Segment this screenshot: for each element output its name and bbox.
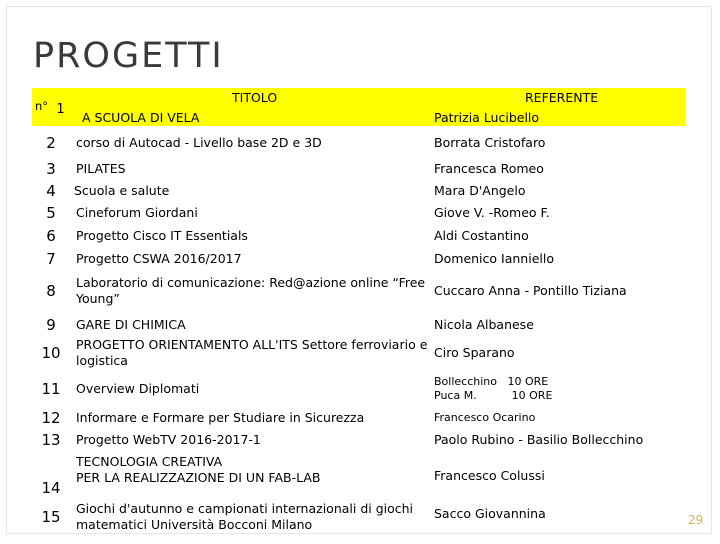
table-row bbox=[32, 202, 685, 224]
row-title: Scuola e salute bbox=[74, 183, 170, 199]
row-number: 6 bbox=[46, 227, 56, 245]
table-row bbox=[32, 407, 685, 429]
row-title: A SCUOLA DI VELA bbox=[82, 110, 200, 125]
row-referent: Francesco Colussi bbox=[434, 468, 545, 484]
row-title bbox=[76, 452, 431, 502]
table-row bbox=[32, 314, 685, 336]
row-referent: Patrizia Lucibello bbox=[434, 110, 540, 125]
referent-hours-line: Puca M. 10 ORE bbox=[434, 389, 553, 402]
row-referent: Francesco Ocarino bbox=[434, 411, 536, 425]
row-referent: Sacco Giovannina bbox=[434, 506, 546, 521]
row-referent: Francesca Romeo bbox=[434, 161, 544, 177]
row-title: Overview Diplomati bbox=[76, 381, 200, 397]
table-header-row bbox=[32, 88, 685, 126]
row-title: Progetto Cisco IT Essentials bbox=[76, 228, 248, 244]
row-number: 11 bbox=[41, 380, 61, 398]
row-number: 7 bbox=[46, 250, 56, 268]
row-number: 1 bbox=[56, 102, 65, 117]
row-referent: Borrata Cristofaro bbox=[434, 135, 546, 151]
table-row bbox=[32, 224, 685, 248]
page-number: 29 bbox=[688, 513, 704, 527]
title-header-label: TITOLO bbox=[232, 90, 278, 105]
row-referent: Mara D'Angelo bbox=[434, 183, 526, 199]
row-number: 13 bbox=[41, 431, 61, 449]
row-referent: Domenico Ianniello bbox=[434, 251, 554, 267]
row-number: 3 bbox=[46, 160, 56, 178]
row-title: PROGETTO ORIENTAMENTO ALL'ITS Settore ferroviario e logistica bbox=[76, 337, 428, 368]
row-number: 15 bbox=[41, 508, 61, 526]
referent-header-label: REFERENTE bbox=[525, 90, 599, 105]
referent-hours-line: Bollecchino 10 ORE bbox=[434, 374, 549, 388]
table-row bbox=[32, 158, 685, 180]
row-referent: Aldi Costantino bbox=[434, 228, 529, 244]
table-row bbox=[32, 452, 685, 500]
row-referent: Giove V. -Romeo F. bbox=[434, 205, 550, 221]
row-title-line: TECNOLOGIA CREATIVA bbox=[76, 454, 223, 469]
num-header-label: n° bbox=[34, 99, 49, 114]
num-header-cell bbox=[32, 88, 70, 126]
row-title: corso di Autocad - Livello base 2D e 3D bbox=[76, 135, 322, 151]
row-title: Giochi d'autunno e campionati internazionali di giochi matematici Università Bocconi Milano bbox=[76, 501, 414, 532]
table-row bbox=[32, 336, 685, 370]
row-referent: Nicola Albanese bbox=[434, 317, 534, 333]
row-number: 14 bbox=[41, 479, 61, 497]
slide-title: PROGETTI bbox=[33, 36, 224, 76]
row-number: 8 bbox=[46, 282, 56, 300]
row-referent: Cuccaro Anna - Pontillo Tiziana bbox=[434, 283, 627, 299]
table-row bbox=[32, 372, 685, 406]
row-title-line: PER LA REALIZZAZIONE DI UN FAB-LAB bbox=[76, 469, 321, 485]
row-number: 9 bbox=[46, 316, 56, 334]
row-title: Informare e Formare per Studiare in Sicurezza bbox=[76, 410, 365, 426]
row-number: 2 bbox=[46, 134, 56, 152]
table-row bbox=[32, 498, 685, 536]
row-number: 4 bbox=[46, 182, 56, 200]
table-row bbox=[32, 128, 685, 158]
row-referent: Ciro Sparano bbox=[434, 345, 515, 361]
row-referent: Paolo Rubino - Basilio Bollecchino bbox=[434, 432, 644, 448]
row-number: 10 bbox=[41, 344, 61, 362]
row-referent bbox=[434, 372, 684, 406]
row-title: PILATES bbox=[76, 161, 126, 177]
table-row bbox=[32, 180, 685, 202]
row-title: Laboratorio di comunicazione: Red@azione online “Free Young” bbox=[76, 275, 426, 306]
row-number: 5 bbox=[46, 204, 56, 222]
row-title: Progetto CSWA 2016/2017 bbox=[76, 251, 242, 267]
table-row bbox=[32, 429, 685, 451]
row-number: 12 bbox=[41, 409, 61, 427]
table-row bbox=[32, 272, 685, 310]
row-title: GARE DI CHIMICA bbox=[76, 317, 186, 333]
row-title: Cineforum Giordani bbox=[76, 205, 198, 221]
row-title: Progetto WebTV 2016-2017-1 bbox=[76, 432, 261, 448]
table-row bbox=[32, 248, 685, 270]
